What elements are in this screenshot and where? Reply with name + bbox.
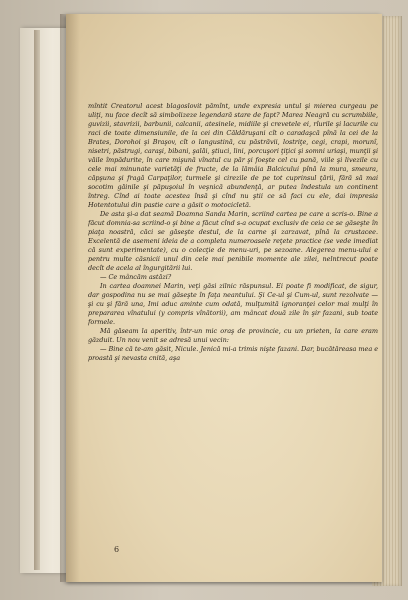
dialog-line-2: — Bine că te-am găsit, Nicule. Jenică mi-a trimis nişte fazani. Dar, bucătăreasa mea e proastă şi nevasta cnită, aşa <box>88 345 378 362</box>
page-text <box>88 102 378 522</box>
dialog-line-1: — Ce mâncăm astăzi? <box>100 273 172 281</box>
page-number: 6 <box>114 545 120 554</box>
paragraph-2: De asta şi-a dat seamă Doamna Sanda Marin, scriind cartea pe care a scris-o. Bine a făcut domnia-sa scriind-o şi bine a făcut cînd s-a ocupat exclusiv de ceia ce se găseşte în piaţa noastră, căci se găseşte destul, de la carne şi zarzavat, pînă la crustacee. Excelentă de asemeni ideia de a completa numeroasele reţete practice (se vede imediat că sunt experimentate), cu o colecţie de menu-uri, pe sezoane. Alegerea menu-ului e pentru multe căsnicii unul din cele mai penibile momente ale zilei, nelntrecut poate decît de acela al îngurgitării lui. <box>88 210 378 272</box>
book-page <box>66 14 382 582</box>
book-spine <box>34 30 40 570</box>
paragraph-3: In cartea doamnei Marin, veţi găsi zilnic răspunsul. Ei poate fi modificat, de sigur, dar gospodina nu se mai găseşte în faţa neantului. Şi Ce-ul şi Cum-ul, sunt rezolvate — şi cu şi fără una, Imi aduc aminte cum odată, mulţumită ignoranţei celor mai mulţi în prepararea vînatului (y compris vînătorii), am mâncat două zile în şir fazani, sub toate formele. <box>88 282 378 326</box>
paragraph-4: Mă găseam la aperitiv, într-un mic oraş de provincie, cu un prieten, la care eram găzduit. Un nou venit se adresă unui vecin: <box>88 327 378 344</box>
paragraph-1: mîntit Creatorul acest blagoslovit pămînt, unde expresia untul şi mierea curgeau pe uliţi, nu face decît să simbolizeze legendară stare de fapt? Marea Neagră cu scrumbiile, guvizii, stavrizii, barbunii, calcanii, atesinele, midiile şi crevetele ei, rîurile şi lacurile cu raci de toate dimensiunile, de la cei din Căldăruşani cît o caradaşcă pînă la cei de la Brates, Dorohoi şi Braşov, cît o langustină, cu păstrăvii, lostriţe, cegi, crapi, morunî, nisetri, păstrugi, caraşi, bibani, şalăi, ştiuci, lini, porcuşori ţiţici şi somni uriaşi, munţii şi văile împădurite, în care mişună vînatul cu păr şi foeşte cel cu pană, viile şi livezile cu cele mai minunate varietăţi de fructe, de la lămâia Balcicului pînă la mura, smeura, căpşuna şi fragă Carpaţilor, turmele şi cirezile de pe tot cuprinsul ţării, fără să mai socotim găinile şi păpuşoiul în veşnică abundenţă, ar putea îndestula un continent întreg. Cînd ai toate acestea însă şi cînd nu ştii ce să faci cu ele, dai impresia Hotentotului din pastie care a găsit o motocicletă. <box>88 102 378 209</box>
